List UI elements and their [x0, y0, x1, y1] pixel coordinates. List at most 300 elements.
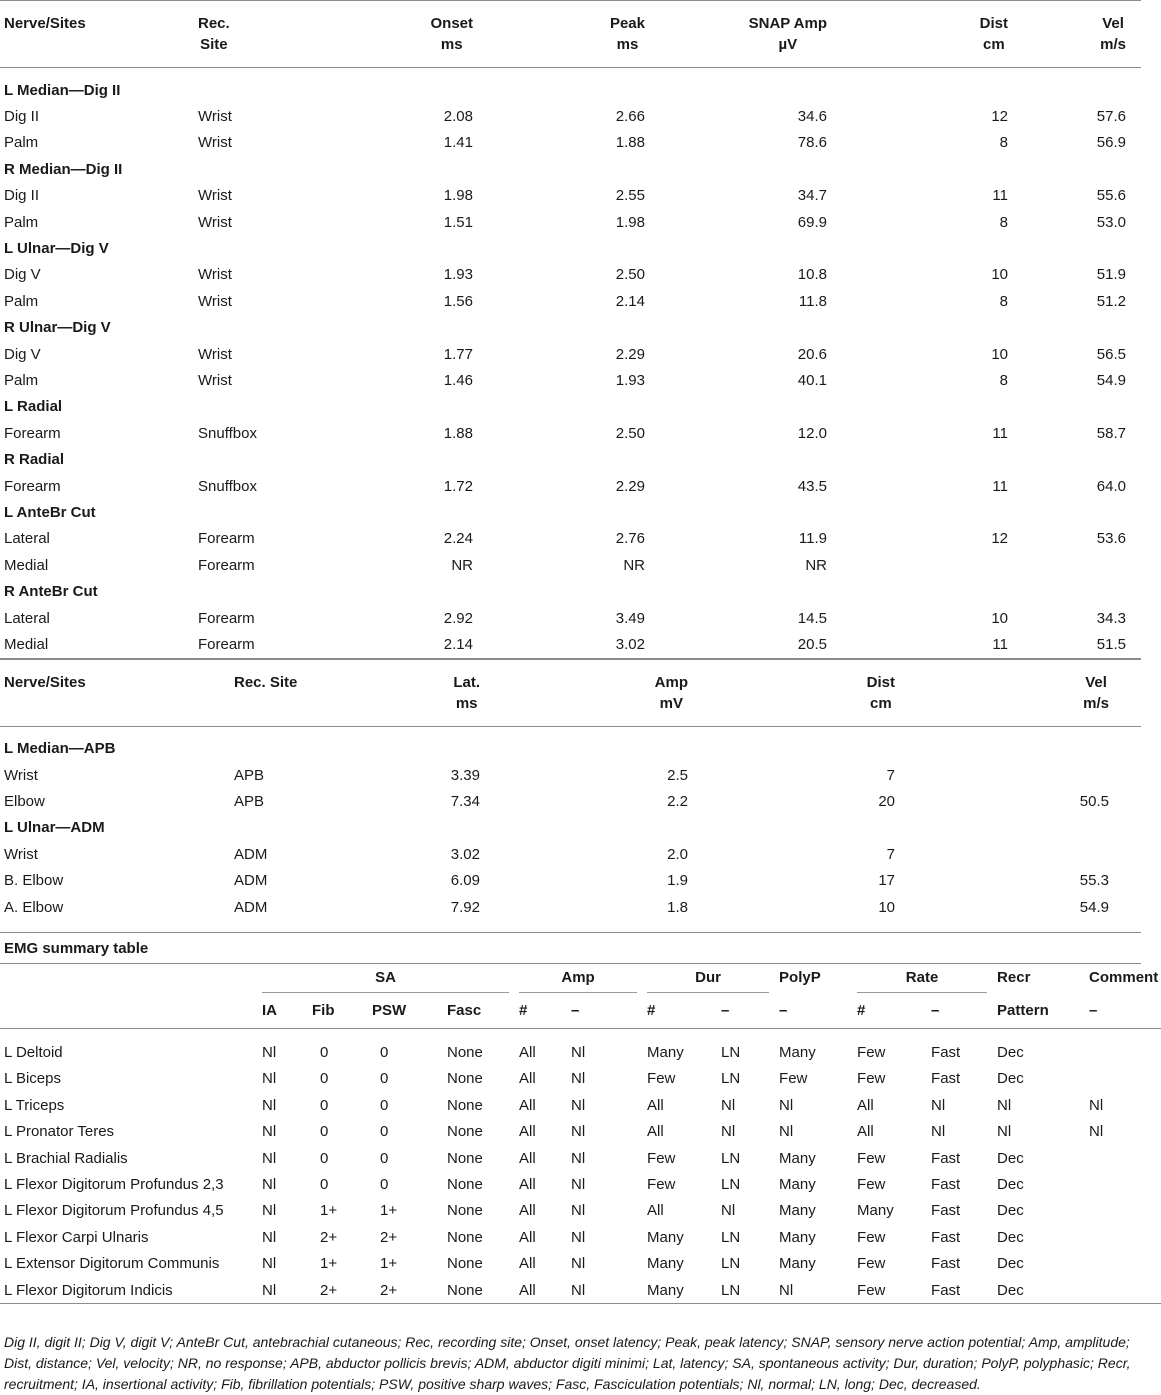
table-row: [0, 103, 1141, 129]
table-cell: [1008, 552, 1141, 578]
emg-row: [0, 1171, 1161, 1197]
table-cell: [1089, 1277, 1161, 1304]
table-cell: Wrist: [198, 292, 232, 310]
table-cell: 69.9: [797, 213, 827, 231]
table-cell: None: [447, 1096, 483, 1114]
table-cell: Wrist: [198, 266, 232, 284]
table-cell: Nl: [1089, 1123, 1104, 1141]
table-cell: Fast: [931, 1202, 961, 1220]
table-cell: Dig II: [4, 187, 40, 205]
table-cell: 10: [991, 345, 1008, 363]
table-cell: Nl: [571, 1175, 586, 1193]
nerve-group-label: L Radial: [4, 398, 63, 416]
emg-sub-header: –: [721, 1002, 730, 1020]
table-cell: Nl: [571, 1255, 586, 1273]
table-cell: Many: [647, 1281, 684, 1299]
table-cell: 3.49: [615, 609, 645, 627]
table-cell: 3.02: [450, 845, 480, 863]
table-cell: 1.51: [443, 213, 473, 231]
table-cell: Nl: [262, 1281, 277, 1299]
table-cell: Snuffbox: [198, 477, 257, 495]
table-row: [0, 526, 1141, 552]
table-cell: 2+: [320, 1228, 338, 1246]
table-row: [0, 341, 1141, 367]
col-snap-amp: [645, 1, 827, 68]
table-cell: All: [519, 1123, 536, 1141]
emg-sub-header-row: [0, 994, 1161, 1029]
table-cell: Wrist: [198, 345, 232, 363]
table-cell: 58.7: [1096, 424, 1126, 442]
header-label: Vel m/s: [1100, 15, 1126, 53]
table-cell: [1089, 1029, 1161, 1066]
table-cell: APB: [234, 793, 265, 811]
table-cell: Dec: [997, 1149, 1024, 1167]
table-cell: Few: [857, 1044, 886, 1062]
table-cell: Nl: [931, 1096, 946, 1114]
table-cell: None: [447, 1175, 483, 1193]
table-cell: 8: [999, 134, 1008, 152]
table-cell: 2.66: [615, 108, 645, 126]
table-cell: LN: [721, 1149, 741, 1167]
col-amp: [480, 659, 688, 726]
table-cell: Wrist: [4, 845, 38, 863]
table-cell: 2.50: [615, 424, 645, 442]
table-cell: 1.46: [443, 371, 473, 389]
table-cell: 2.50: [615, 266, 645, 284]
table-cell: Nl: [571, 1044, 586, 1062]
table-cell: LN: [721, 1281, 741, 1299]
table-cell: Few: [647, 1070, 676, 1088]
table-cell: 1.56: [443, 292, 473, 310]
muscle-name: L Triceps: [4, 1096, 65, 1114]
table-cell: Few: [779, 1070, 808, 1088]
table-cell: Lateral: [4, 609, 50, 627]
col-onset: [366, 1, 473, 68]
table-cell: None: [447, 1123, 483, 1141]
table-footnote: Dig II, digit II; Dig V, digit V; AnteBr Cut, antebrachial cutaneous; Rec, recording site; Onset, onset latency; Peak, peak latency; SNAP, sensory nerve action potential; Amp, amplitude; Dist, distance; Vel, velocity; NR, no response; APB, abductor pollicis brevis; ADM, abductor digiti minimi; Lat, latency; SA, spontaneous activity; Dur, duration; PolyP, polyphasic; Recr, recruitment; IA, insertional activity; Fib, fibrillation potentials; PSW, positive sharp waves; Fasc, Fasciculation potentials; Nl, normal; LN, long; Dec, decreased.: [4, 1334, 1131, 1392]
table-cell: 2+: [320, 1281, 338, 1299]
table-cell: Nl: [571, 1123, 586, 1141]
table-cell: 10: [991, 266, 1008, 284]
table-cell: [1089, 1145, 1161, 1171]
table-cell: All: [519, 1096, 536, 1114]
table-row: [0, 841, 1141, 867]
col-nerve-sites: Nerve/Sites: [4, 15, 86, 32]
emg-row: [0, 1198, 1161, 1224]
table-cell: 64.0: [1096, 477, 1126, 495]
table-row: [0, 552, 1141, 578]
table-cell: Palm: [4, 213, 39, 231]
table-cell: 1.41: [443, 134, 473, 152]
table-cell: Many: [779, 1044, 816, 1062]
table-cell: 7: [886, 766, 895, 784]
table-cell: All: [519, 1281, 536, 1299]
table-cell: 12: [991, 530, 1008, 548]
emg-muscle-col: [0, 994, 262, 1029]
table-cell: 1.8: [667, 898, 688, 916]
motor-header-row: [0, 659, 1141, 726]
table-cell: 56.5: [1096, 345, 1126, 363]
table-cell: 0: [380, 1175, 389, 1193]
table-cell: B. Elbow: [4, 872, 64, 890]
emg-sub-header: IA: [262, 1002, 277, 1020]
table-cell: Dig V: [4, 345, 41, 363]
group-sa: SA: [262, 964, 519, 994]
col-rec-site: [198, 1, 366, 68]
table-cell: Nl: [262, 1123, 277, 1141]
table-cell: 7.34: [450, 793, 480, 811]
col-vel: [1008, 1, 1141, 68]
col-peak: [473, 1, 645, 68]
table-cell: [1089, 1250, 1161, 1276]
emg-sub-header: –: [779, 1002, 788, 1020]
table-cell: [1089, 1198, 1161, 1224]
table-cell: Dec: [997, 1070, 1024, 1088]
table-cell: 10: [991, 609, 1008, 627]
table-cell: Nl: [571, 1228, 586, 1246]
table-cell: 1+: [320, 1202, 338, 1220]
table-cell: 2.14: [443, 635, 473, 653]
table-cell: Dec: [997, 1255, 1024, 1273]
table-cell: Fast: [931, 1149, 961, 1167]
table-cell: 20.6: [797, 345, 827, 363]
group-recr: Recr: [997, 969, 1031, 987]
table-row: [0, 420, 1141, 446]
table-cell: Nl: [571, 1096, 586, 1114]
table-cell: 2.08: [443, 108, 473, 126]
table-cell: 0: [320, 1175, 329, 1193]
table-cell: Fast: [931, 1175, 961, 1193]
table-cell: None: [447, 1255, 483, 1273]
emg-row: [0, 1277, 1161, 1304]
col-vel: [895, 659, 1141, 726]
table-cell: LN: [721, 1070, 741, 1088]
header-label: Amp mV: [654, 673, 688, 712]
table-cell: 12.0: [797, 424, 827, 442]
table-cell: Few: [857, 1228, 886, 1246]
table-cell: 11: [992, 477, 1008, 495]
table-cell: All: [647, 1123, 664, 1141]
table-cell: Dec: [997, 1202, 1024, 1220]
table-cell: 11.9: [798, 530, 827, 548]
table-cell: 2.55: [615, 187, 645, 205]
table-cell: Many: [779, 1255, 816, 1273]
emg-sub-header: –: [1089, 1002, 1098, 1020]
table-cell: Many: [779, 1202, 816, 1220]
group-polyp: PolyP: [779, 969, 821, 987]
table-cell: ADM: [234, 898, 268, 916]
table-cell: 2+: [380, 1281, 398, 1299]
group-comment: Comment: [1089, 969, 1159, 987]
header-label: Dist cm: [866, 673, 895, 712]
header-label: Onset ms: [430, 15, 473, 53]
emg-row: [0, 1092, 1161, 1118]
table-cell: Fast: [931, 1255, 961, 1273]
table-cell: 55.6: [1096, 187, 1126, 205]
table-cell: Many: [647, 1044, 684, 1062]
table-cell: Fast: [931, 1070, 961, 1088]
table-cell: None: [447, 1202, 483, 1220]
group-dur: Dur: [647, 964, 779, 994]
table-cell: LN: [721, 1228, 741, 1246]
group-rate: Rate: [857, 964, 997, 994]
col-rec-site: Rec. Site: [234, 673, 298, 691]
header-label: Rec. Site: [198, 15, 230, 53]
table-cell: 2+: [380, 1228, 398, 1246]
nerve-group-row: [0, 578, 1141, 604]
table-cell: Wrist: [198, 187, 232, 205]
table-cell: Wrist: [198, 371, 232, 389]
table-row: [0, 367, 1141, 393]
table-cell: NR: [451, 556, 473, 574]
emg-sub-header: Fib: [312, 1002, 335, 1020]
table-cell: LN: [721, 1044, 741, 1062]
table-cell: 1.72: [443, 477, 473, 495]
table-cell: 14.5: [797, 609, 827, 627]
emg-row: [0, 1119, 1161, 1145]
emg-group-header-row: [0, 964, 1161, 994]
table-cell: 11: [992, 424, 1008, 442]
emg-sub-header: Fasc: [447, 1002, 482, 1020]
table-cell: Nl: [571, 1149, 586, 1167]
table-cell: Nl: [262, 1096, 277, 1114]
table-cell: 1+: [380, 1202, 398, 1220]
emg-row: [0, 1066, 1161, 1092]
table-cell: 6.09: [450, 872, 480, 890]
table-cell: All: [647, 1202, 664, 1220]
table-cell: Many: [779, 1175, 816, 1193]
table-cell: Nl: [721, 1123, 736, 1141]
emg-row: [0, 1250, 1161, 1276]
table-cell: 0: [320, 1096, 329, 1114]
table-cell: Dig V: [4, 266, 41, 284]
nerve-group-label: L Ulnar—ADM: [4, 819, 105, 837]
table-cell: 34.6: [797, 108, 827, 126]
table-cell: 53.0: [1096, 213, 1126, 231]
table-cell: 20: [878, 793, 895, 811]
table-cell: Forearm: [198, 556, 255, 574]
table-cell: Medial: [4, 635, 49, 653]
table-cell: Few: [857, 1175, 886, 1193]
table-cell: 3.39: [450, 766, 480, 784]
table-cell: 1.9: [667, 872, 688, 890]
table-cell: Nl: [779, 1123, 794, 1141]
table-cell: 1.93: [615, 371, 645, 389]
nerve-group-row: [0, 815, 1141, 841]
emg-sub-header: –: [931, 1002, 940, 1020]
table-cell: Dec: [997, 1281, 1024, 1299]
table-cell: Nl: [571, 1070, 586, 1088]
table-cell: Forearm: [4, 477, 61, 495]
table-row: [0, 788, 1141, 814]
table-cell: Wrist: [198, 108, 232, 126]
nerve-group-label: R Ulnar—Dig V: [4, 319, 111, 337]
table-cell: 0: [320, 1044, 329, 1062]
table-cell: Few: [647, 1175, 676, 1193]
nerve-group-row: [0, 315, 1141, 341]
table-cell: All: [519, 1202, 536, 1220]
table-cell: Nl: [571, 1202, 586, 1220]
table-cell: Many: [779, 1149, 816, 1167]
table-cell: 11: [992, 187, 1008, 205]
table-cell: Nl: [571, 1281, 586, 1299]
table-cell: 50.5: [1079, 793, 1109, 811]
nerve-group-label: L AnteBr Cut: [4, 503, 96, 521]
nerve-group-label: R Median—Dig II: [4, 160, 123, 178]
table-cell: Wrist: [198, 213, 232, 231]
table-cell: 1.88: [443, 424, 473, 442]
emg-row: [0, 1224, 1161, 1250]
table-cell: Many: [647, 1228, 684, 1246]
table-cell: LN: [721, 1175, 741, 1193]
nerve-group-row: [0, 68, 1141, 104]
table-cell: 17: [878, 872, 895, 890]
table-cell: 0: [380, 1123, 389, 1141]
table-cell: All: [647, 1096, 664, 1114]
table-cell: All: [519, 1228, 536, 1246]
col-lat: [414, 659, 480, 726]
table-cell: Nl: [931, 1123, 946, 1141]
table-cell: All: [857, 1096, 874, 1114]
table-row: [0, 605, 1141, 631]
nerve-group-row: [0, 446, 1141, 472]
table-cell: Palm: [4, 292, 39, 310]
table-cell: 1.98: [443, 187, 473, 205]
table-cell: 2.29: [615, 345, 645, 363]
emg-sub-header: #: [647, 1002, 656, 1020]
table-cell: Nl: [997, 1096, 1012, 1114]
muscle-name: L Extensor Digitorum Communis: [4, 1255, 220, 1273]
table-cell: 2.24: [443, 530, 473, 548]
table-cell: 34.7: [797, 187, 827, 205]
table-cell: Nl: [262, 1175, 277, 1193]
table-cell: 1.98: [615, 213, 645, 231]
table-cell: 2.0: [667, 845, 688, 863]
emg-sub-header: PSW: [372, 1002, 407, 1020]
table-cell: Fast: [931, 1044, 961, 1062]
table-cell: 2.14: [615, 292, 645, 310]
table-cell: [895, 762, 1141, 788]
table-cell: 40.1: [797, 371, 827, 389]
table-row: [0, 183, 1141, 209]
table-cell: Palm: [4, 371, 39, 389]
table-cell: Few: [857, 1281, 886, 1299]
muscle-name: L Deltoid: [4, 1044, 63, 1062]
table-cell: [1089, 1224, 1161, 1250]
emg-row: [0, 1029, 1161, 1066]
table-cell: Nl: [1089, 1096, 1104, 1114]
table-row: [0, 288, 1141, 314]
table-cell: 54.9: [1079, 898, 1109, 916]
table-cell: 11: [992, 635, 1008, 653]
sensory-nerve-table: [0, 0, 1141, 659]
table-cell: All: [519, 1255, 536, 1273]
table-cell: 8: [999, 213, 1008, 231]
table-cell: Nl: [721, 1202, 736, 1220]
nerve-group-row: [0, 156, 1141, 182]
table-row: [0, 868, 1141, 894]
table-cell: 3.02: [615, 635, 645, 653]
table-cell: [895, 841, 1141, 867]
muscle-name: L Flexor Digitorum Profundus 2,3: [4, 1175, 224, 1193]
table-cell: Dig II: [4, 108, 40, 126]
table-cell: 10: [878, 898, 895, 916]
sensory-body: [0, 68, 1141, 659]
muscle-name: L Biceps: [4, 1070, 61, 1088]
table-cell: Lateral: [4, 530, 50, 548]
nerve-group-label: R Radial: [4, 451, 65, 469]
table-cell: [827, 552, 1008, 578]
table-cell: None: [447, 1070, 483, 1088]
nerve-group-row: [0, 499, 1141, 525]
table-cell: NR: [805, 556, 827, 574]
muscle-name: L Flexor Digitorum Profundus 4,5: [4, 1202, 224, 1220]
table-row: [0, 209, 1141, 235]
muscle-name: L Pronator Teres: [4, 1123, 115, 1141]
nerve-group-row: [0, 726, 1141, 762]
emg-sub-header: #: [857, 1002, 866, 1020]
nerve-group-label: R AnteBr Cut: [4, 583, 98, 601]
table-cell: All: [519, 1044, 536, 1062]
motor-nerve-table: [0, 659, 1141, 921]
table-cell: Dec: [997, 1228, 1024, 1246]
table-cell: 7: [886, 845, 895, 863]
table-cell: 0: [320, 1149, 329, 1167]
table-row: [0, 130, 1141, 156]
table-cell: A. Elbow: [4, 898, 64, 916]
table-cell: 2.5: [667, 766, 688, 784]
table-cell: None: [447, 1228, 483, 1246]
col-dist: [688, 659, 895, 726]
table-cell: 0: [320, 1123, 329, 1141]
table-cell: Nl: [779, 1096, 794, 1114]
table-cell: Dec: [997, 1175, 1024, 1193]
table-row: [0, 894, 1141, 920]
table-cell: Wrist: [4, 766, 38, 784]
header-label: SNAP Amp µV: [748, 15, 827, 53]
table-cell: Nl: [262, 1070, 277, 1088]
table-cell: Palm: [4, 134, 39, 152]
table-cell: 0: [380, 1149, 389, 1167]
table-cell: Nl: [262, 1149, 277, 1167]
table-cell: APB: [234, 766, 265, 784]
emg-summary-table: [0, 964, 1161, 1304]
table-row: [0, 473, 1141, 499]
table-cell: 51.9: [1096, 266, 1126, 284]
table-cell: 56.9: [1096, 134, 1126, 152]
table-cell: Few: [857, 1070, 886, 1088]
table-cell: 7.92: [450, 898, 480, 916]
table-cell: Medial: [4, 556, 49, 574]
table-cell: 57.6: [1096, 108, 1126, 126]
muscle-name: L Flexor Digitorum Indicis: [4, 1281, 173, 1299]
emg-body: [0, 1029, 1161, 1304]
table-cell: None: [447, 1281, 483, 1299]
table-cell: 2.2: [667, 793, 688, 811]
table-cell: 43.5: [797, 477, 827, 495]
table-cell: 2.29: [615, 477, 645, 495]
nerve-group-row: [0, 394, 1141, 420]
nerve-group-label: L Median—Dig II: [4, 81, 121, 99]
table-cell: Nl: [262, 1202, 277, 1220]
table-cell: 54.9: [1096, 371, 1126, 389]
nerve-group-label: L Ulnar—Dig V: [4, 240, 109, 258]
table-cell: [1089, 1171, 1161, 1197]
table-cell: 1.88: [615, 134, 645, 152]
table-cell: Nl: [997, 1123, 1012, 1141]
muscle-name: L Brachial Radialis: [4, 1149, 128, 1167]
table-cell: Snuffbox: [198, 424, 257, 442]
